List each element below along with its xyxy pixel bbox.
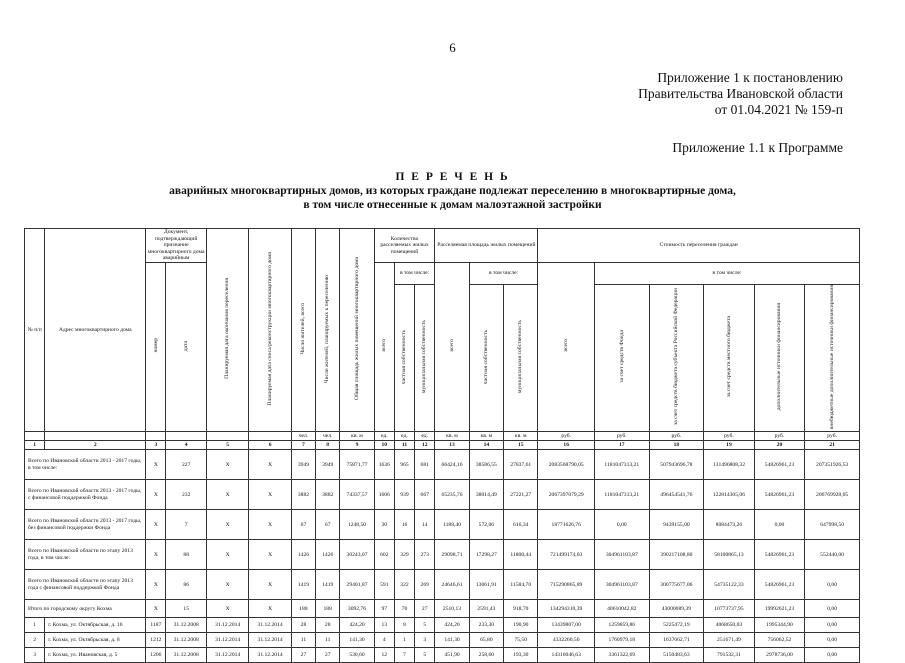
table-cell: X [206, 540, 248, 570]
table-cell: 54826961,23 [754, 570, 805, 600]
header-rooms-count: Количество расселяемых жилых помещений [374, 229, 435, 263]
header-doc-num: номер [146, 262, 166, 432]
table-cell: 31.12.2014 [206, 618, 248, 633]
table-cell: 88 [166, 540, 206, 570]
header-doc-date: дата [166, 262, 206, 432]
house-row [25, 618, 860, 633]
header-rooms-total: всего [374, 262, 394, 432]
table-cell: 681 [415, 450, 435, 480]
column-number-cell: 8 [316, 441, 340, 450]
table-cell: 29098,71 [435, 540, 469, 570]
table-cell: 54735122,33 [704, 570, 755, 600]
table-cell: 4332260,50 [538, 633, 595, 648]
table-cell: X [249, 570, 291, 600]
table-cell: 8084473,26 [704, 510, 755, 540]
table-cell: 5 [415, 618, 435, 633]
document-title [0, 170, 905, 212]
table-cell: 66424,16 [435, 450, 469, 480]
unit-cell: кв. м [340, 432, 374, 441]
table-cell: 791532,31 [704, 648, 755, 663]
table-cell: 5150483,63 [649, 648, 704, 663]
table-cell: X [206, 450, 248, 480]
header-doc: Документ, подтверждающий признание многоквартирного дома аварийным [147, 229, 205, 261]
table-cell: 30243,07 [340, 540, 374, 570]
table-cell: 1995344,90 [754, 618, 805, 633]
table-cell: 75,50 [504, 633, 538, 648]
table-cell: X [249, 480, 291, 510]
table-cell: 27 [415, 600, 435, 618]
table-cell: 190,90 [504, 618, 538, 633]
unit-cell: ед. [415, 432, 435, 441]
column-number-cell: 4 [166, 441, 206, 450]
unit-cell: руб. [805, 432, 860, 441]
table-cell: 206769928,05 [805, 480, 860, 510]
table-cell: X [249, 510, 291, 540]
row-address: Всего по Ивановской области 2013 - 2017 годы, с финансовой поддержкой Фонда [25, 480, 146, 510]
table-cell: 58100865,13 [704, 540, 755, 570]
unit-cell: руб. [595, 432, 650, 441]
row-address: Итого по городскому округу Кохма [25, 600, 146, 618]
table-cell: 12 [374, 648, 394, 663]
page-number: 6 [449, 40, 456, 55]
table-cell: X [146, 570, 166, 600]
column-number-cell: 12 [415, 441, 435, 450]
table-cell: 1637662,71 [649, 633, 704, 648]
table-cell: 7 [166, 510, 206, 540]
title-line-2: аварийных многоквартирных домов, из которых граждане подлежат переселению в многоквартирные дома, [169, 185, 736, 197]
table-cell: X [146, 510, 166, 540]
table-cell: 496454541,76 [649, 480, 704, 510]
table-cell: 31.12.2014 [249, 618, 291, 633]
appendix-program-line: Приложение 1.1 к Программе [672, 140, 843, 155]
table-cell: 918,70 [504, 600, 538, 618]
table-cell: 193,30 [504, 648, 538, 663]
header-total-area: Общая площадь жилых помещений многоквартирного дома [340, 229, 374, 432]
table-cell: 13 [374, 618, 394, 633]
table-cell: 0,00 [754, 510, 805, 540]
column-number-cell: 11 [394, 441, 414, 450]
table-cell: 329 [394, 540, 414, 570]
table-cell: 188 [316, 600, 340, 618]
summary-row [25, 450, 860, 480]
table-cell: 5 [415, 648, 435, 663]
table-cell: 1188,40 [435, 510, 469, 540]
table-cell: 304961103,87 [595, 540, 650, 570]
header-area-in-number: в том числе: [469, 262, 538, 284]
table-cell: 75871,77 [340, 450, 374, 480]
table-cell: 70 [394, 600, 414, 618]
table-cell: 65235,76 [435, 480, 469, 510]
table-cell: 29401,87 [340, 570, 374, 600]
table-cell: 0,00 [805, 600, 860, 618]
table-cell: 1187 [146, 618, 166, 633]
header-cost-region: за счет средств бюджета субъекта Российской Федерации [649, 284, 704, 432]
table-cell: 27221,27 [504, 480, 538, 510]
table-cell: 67 [316, 510, 340, 540]
table-cell: 27 [316, 648, 340, 663]
table-cell: 1259859,86 [595, 618, 650, 633]
column-number-cell: 18 [649, 441, 704, 450]
table-cell: 3949 [316, 450, 340, 480]
table-cell: 38014,49 [469, 480, 503, 510]
header-area-municipal: муниципальная собственность [504, 284, 538, 432]
table-cell: 1181047313,21 [595, 480, 650, 510]
table-cell: 134294310,39 [538, 600, 595, 618]
unit-cell: кв. м [469, 432, 503, 441]
table-cell: 1 [394, 633, 414, 648]
unit-cell: руб. [538, 432, 595, 441]
table-cell: 54826961,23 [754, 450, 805, 480]
table-cell: 38586,55 [469, 450, 503, 480]
header-rooms-in-number: в том числе: [394, 262, 434, 284]
table-cell: 31.12.2008 [166, 648, 206, 663]
summary-row [25, 570, 860, 600]
table-cell: 0,00 [805, 633, 860, 648]
table-cell: X [206, 570, 248, 600]
unit-cell: руб. [649, 432, 704, 441]
table-cell: 28 [291, 618, 315, 633]
table-cell: 141,30 [435, 633, 469, 648]
table-cell: 31.12.2014 [249, 648, 291, 663]
row-address: г. Кохма, ул. Ивановская, д. 5 [45, 648, 146, 663]
unit-cell: чел. [291, 432, 315, 441]
summary-row [25, 540, 860, 570]
header-area-private: частная собственность [469, 284, 503, 432]
column-numbers-row [25, 441, 860, 450]
table-cell: 3882 [291, 480, 315, 510]
table-cell: 0,00 [805, 618, 860, 633]
table-cell: 4 [374, 633, 394, 648]
unit-cell: руб. [704, 432, 755, 441]
table-cell: 300775677,06 [649, 570, 704, 600]
table-cell: 667 [415, 480, 435, 510]
column-number-cell: 7 [291, 441, 315, 450]
row-address: Всего по Ивановской области по этапу 2013 года, в том числе: [25, 540, 146, 570]
table-cell: 7 [394, 648, 414, 663]
summary-row [25, 600, 860, 618]
table-cell: 2591,43 [469, 600, 503, 618]
table-cell: X [249, 450, 291, 480]
table-cell: 14 [415, 510, 435, 540]
header-planned-demolition: Планируемая дата сноса/реконструкции многоквартирного дома [249, 229, 291, 432]
table-cell: 15 [166, 600, 206, 618]
table-cell: 1606 [374, 480, 394, 510]
column-number-cell: 5 [206, 441, 248, 450]
title-line-1: П Е Р Е Ч Е Н Ь [395, 171, 510, 183]
table-cell: 451,90 [435, 648, 469, 663]
table-cell: 304961103,87 [595, 570, 650, 600]
column-number-cell: 1 [25, 441, 45, 450]
table-cell: 11 [291, 633, 315, 648]
table-cell: 65,80 [469, 633, 503, 648]
row-address: Всего по Ивановской области 2013 - 2017 годы, без финансовой поддержки Фонда [25, 510, 146, 540]
table-cell: 1419 [291, 570, 315, 600]
table-cell: 10773737,95 [704, 600, 755, 618]
table-cell: 227 [166, 450, 206, 480]
table-cell: 424,20 [435, 618, 469, 633]
table-cell: 1212 [146, 633, 166, 648]
table-cell: 2083568790,05 [538, 450, 595, 480]
table-cell: 756062,52 [754, 633, 805, 648]
table-cell: 232 [166, 480, 206, 510]
table-cell: 13061,91 [469, 570, 503, 600]
table-cell: 74337,57 [340, 480, 374, 510]
table-cell: 8 [394, 618, 414, 633]
table-cell: 122814305,06 [704, 480, 755, 510]
table-cell: 251671,49 [704, 633, 755, 648]
table-cell: 17298,27 [469, 540, 503, 570]
table-cell: 9439155,00 [649, 510, 704, 540]
table-cell: 31.12.2014 [206, 633, 248, 648]
table-cell: 27837,61 [504, 450, 538, 480]
table-cell: 207351926,53 [805, 450, 860, 480]
table-cell: 13439807,00 [538, 618, 595, 633]
table-cell: 390217108,80 [649, 540, 704, 570]
table-cell: 269 [415, 570, 435, 600]
table-cell: 258,60 [469, 648, 503, 663]
row-address: г. Кохма, ул. Октябрьская, д. 16 [45, 618, 146, 633]
column-number-cell: 15 [504, 441, 538, 450]
table-cell: 721499174,03 [538, 540, 595, 570]
table-cell: 965 [394, 450, 414, 480]
appendix-line-3: от 01.04.2021 № 159-п [714, 102, 843, 117]
appendix-block [638, 70, 843, 118]
table-cell: 188 [291, 600, 315, 618]
column-number-cell: 6 [249, 441, 291, 450]
column-number-cell: 21 [805, 441, 860, 450]
house-row [25, 633, 860, 648]
column-number-cell: 14 [469, 441, 503, 450]
table-cell: 43000089,39 [649, 600, 704, 618]
header-rooms-municipal: муниципальная собственность [415, 284, 435, 432]
summary-row [25, 480, 860, 510]
table-cell: 2510,13 [435, 600, 469, 618]
header-num: № п/п [25, 229, 45, 432]
table-cell: 233,30 [469, 618, 503, 633]
row-number: 1 [25, 618, 45, 633]
table-cell: 616,34 [504, 510, 538, 540]
table-cell: 939 [394, 480, 414, 510]
table-cell: 2978736,00 [754, 648, 805, 663]
header-planned-end: Планируемая дата окончания переселения [206, 229, 248, 432]
header-cost-extra-non-budget: внебюджетные дополнительные источники финансирования [805, 284, 860, 432]
table-cell: X [206, 480, 248, 510]
table-cell: 0,00 [805, 570, 860, 600]
table-cell: 1760979,18 [595, 633, 650, 648]
appendix-line-1: Приложение 1 к постановлению [657, 70, 843, 85]
header-rooms-private: частная собственность [394, 284, 414, 432]
table-cell: 11 [316, 633, 340, 648]
table-cell: 86 [166, 570, 206, 600]
table-cell: X [249, 540, 291, 570]
units-row [25, 432, 860, 441]
table-cell: 3092,76 [340, 600, 374, 618]
table-cell: 530,60 [340, 648, 374, 663]
table-cell: 273 [415, 540, 435, 570]
table-cell: 715290865,89 [538, 570, 595, 600]
row-address: Всего по Ивановской области по этапу 2013 года с финансовой поддержкой Фонда [25, 570, 146, 600]
table-cell: 31.12.2014 [206, 648, 248, 663]
header-cost-total: всего [538, 262, 595, 432]
table-cell: 591 [374, 570, 394, 600]
table-cell: 5225472,19 [649, 618, 704, 633]
table-cell: 131496808,32 [704, 450, 755, 480]
table-cell: 1248,50 [340, 510, 374, 540]
table-cell: 1181047313,21 [595, 450, 650, 480]
table-cell: 97 [374, 600, 394, 618]
column-number-cell: 3 [146, 441, 166, 450]
appendix-line-2: Правительства Ивановской области [638, 86, 843, 101]
header-cost-local: за счет средств местного бюджета [704, 284, 755, 432]
unit-cell: ед. [374, 432, 394, 441]
table-cell: X [146, 600, 166, 618]
table-cell: 4068650,03 [704, 618, 755, 633]
table-cell: 24646,61 [435, 570, 469, 600]
table-cell: 31.12.2008 [166, 618, 206, 633]
table-cell: 1636 [374, 450, 394, 480]
table-cell: 54826961,23 [754, 540, 805, 570]
table-cell: 28 [316, 618, 340, 633]
table-cell: X [146, 540, 166, 570]
unit-cell: кв. м [435, 432, 469, 441]
table-cell: 14316046,63 [538, 648, 595, 663]
table-cell: 40610042,82 [595, 600, 650, 618]
table-cell: 424,20 [340, 618, 374, 633]
column-number-cell: 13 [435, 441, 469, 450]
column-number-cell: 2 [45, 441, 146, 450]
table-cell: X [206, 600, 248, 618]
table-cell: 322 [394, 570, 414, 600]
column-number-cell: 9 [340, 441, 374, 450]
table-cell: 1419 [316, 570, 340, 600]
table-cell: 16 [394, 510, 414, 540]
table-cell: 3949 [291, 450, 315, 480]
table-cell: 1426 [316, 540, 340, 570]
header-area-total: всего [435, 262, 469, 432]
header-residents: Число жителей, всего [291, 229, 315, 432]
table-cell: 602 [374, 540, 394, 570]
register-table [24, 228, 860, 663]
table-cell: 11584,70 [504, 570, 538, 600]
table-cell: 19992621,23 [754, 600, 805, 618]
table-cell: X [146, 480, 166, 510]
row-address: г. Кохма, ул. Октябрьская, д. 8 [45, 633, 146, 648]
header-cost-in-number: в том числе: [595, 262, 860, 284]
unit-cell: руб. [754, 432, 805, 441]
table-cell: 30 [374, 510, 394, 540]
table-cell: 1206 [146, 648, 166, 663]
table-cell: 31.12.2008 [166, 633, 206, 648]
table-cell: 647998,50 [805, 510, 860, 540]
table-cell: 3882 [316, 480, 340, 510]
row-number: 3 [25, 648, 45, 663]
table-cell: 31.12.2014 [249, 633, 291, 648]
house-row [25, 648, 860, 663]
header-cost-fund: за счет средств Фонда [595, 284, 650, 432]
table-cell: 0,00 [805, 648, 860, 663]
table-cell: X [249, 600, 291, 618]
column-number-cell: 17 [595, 441, 650, 450]
table-cell: 552440,00 [805, 540, 860, 570]
unit-cell: чел. [316, 432, 340, 441]
table-cell: X [146, 450, 166, 480]
row-number: 2 [25, 633, 45, 648]
table-cell: 572,06 [469, 510, 503, 540]
column-number-cell: 20 [754, 441, 805, 450]
header-resettled-area: Расселяемая площадь жилых помещений [435, 229, 538, 263]
table-cell: 27 [291, 648, 315, 663]
table-cell: 67 [291, 510, 315, 540]
table-cell: 2067397079,29 [538, 480, 595, 510]
table-cell: X [206, 510, 248, 540]
header-planned-residents: Число жителей, планируемых к переселению [316, 229, 340, 432]
row-address: Всего по Ивановской области 2013 - 2017 годы, в том числе: [25, 450, 146, 480]
header-cost-extra: дополнительные источники финансирования [754, 284, 805, 432]
header-address: Адрес многоквартирного дома [45, 229, 146, 432]
column-number-cell: 16 [538, 441, 595, 450]
unit-cell: кв. м [504, 432, 538, 441]
column-number-cell: 19 [704, 441, 755, 450]
header-cost: Стоимость переселения граждан [538, 229, 860, 263]
table-cell: 3361322,69 [595, 648, 650, 663]
table-cell: 54826961,23 [754, 480, 805, 510]
table-cell: 18771626,76 [538, 510, 595, 540]
table-cell: 507943696,78 [649, 450, 704, 480]
title-line-3: в том числе отнесенные к домам малоэтажной застройки [303, 199, 602, 211]
summary-row [25, 510, 860, 540]
table-cell: 3 [415, 633, 435, 648]
table-cell: 141,30 [340, 633, 374, 648]
table-cell: 11800,44 [504, 540, 538, 570]
table-cell: 0,00 [595, 510, 650, 540]
column-number-cell: 10 [374, 441, 394, 450]
unit-cell: ед. [394, 432, 414, 441]
table-cell: 1426 [291, 540, 315, 570]
